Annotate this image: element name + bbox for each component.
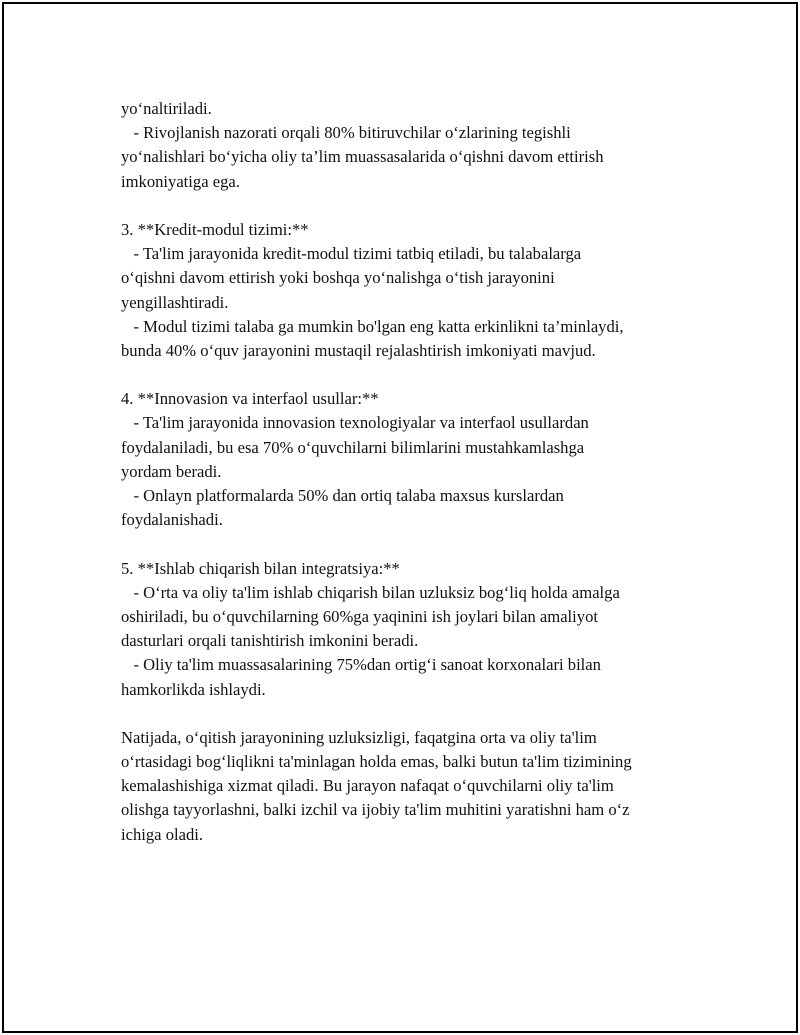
text-line: imkoniyatiga ega. bbox=[121, 171, 240, 191]
text-line: - Ta'lim jarayonida innovasion texnologiyalar va interfaol usullardan bbox=[121, 413, 589, 433]
blank-line bbox=[121, 532, 721, 556]
text-line: foydalaniladi, bu esa 70% o‘quvchilarni bilimlarini mustahkamlashga bbox=[121, 437, 585, 457]
blank-line bbox=[121, 702, 721, 726]
blank-line bbox=[121, 363, 721, 387]
text-line: oshiriladi, bu o‘quvchilarning 60%ga yaqinini ish joylari bilan amaliyot bbox=[121, 606, 598, 626]
text-line: o‘qishni davom ettirish yoki boshqa yo‘nalishga o‘tish jarayonini bbox=[121, 268, 555, 288]
text-line: - Rivojlanish nazorati orqali 80% bitiruvchilar o‘zlarining tegishli bbox=[121, 123, 571, 143]
text-line: kemalashishiga xizmat qiladi. Bu jarayon nafaqat o‘quvchilarni oliy ta'lim bbox=[121, 776, 614, 796]
blank-line bbox=[121, 194, 721, 218]
text-line: - Modul tizimi talaba ga mumkin bo'lgan eng katta erkinlikni ta’minlaydi, bbox=[121, 316, 624, 336]
text-line: Natijada, o‘qitish jarayonining uzluksizligi, faqatgina orta va oliy ta'lim bbox=[121, 727, 597, 747]
text-line: 5. **Ishlab chiqarish bilan integratsiya:** bbox=[121, 558, 400, 578]
text-line: - Ta'lim jarayonida kredit-modul tizimi tatbiq etiladi, bu talabalarga bbox=[121, 244, 582, 264]
text-line: ichiga oladi. bbox=[121, 824, 204, 844]
document-text bbox=[121, 97, 721, 847]
text-line: o‘rtasidagi bog‘liqlikni ta'minlagan holda emas, balki butun ta'lim tizimining bbox=[121, 752, 632, 772]
text-line: - Oliy ta'lim muassasalarining 75%dan ortig‘i sanoat korxonalari bilan bbox=[121, 655, 601, 675]
text-line: hamkorlikda ishlaydi. bbox=[121, 679, 266, 699]
text-line: olishga tayyorlashni, balki izchil va ijobiy ta'lim muhitini yaratishni ham o‘z bbox=[121, 800, 630, 820]
text-line: yo‘naltiriladi. bbox=[121, 99, 212, 118]
page-frame bbox=[2, 2, 798, 1033]
text-line: yo‘nalishlari bo‘yicha oliy ta’lim muassasalarida o‘qishni davom ettirish bbox=[121, 147, 604, 167]
text-line: 4. **Innovasion va interfaol usullar:** bbox=[121, 389, 379, 409]
text-line: bunda 40% o‘quv jarayonini mustaqil rejalashtirish imkoniyati mavjud. bbox=[121, 340, 596, 360]
text-line: foydalanishadi. bbox=[121, 510, 223, 530]
text-line: 3. **Kredit-modul tizimi:** bbox=[121, 219, 309, 239]
text-line: - Onlayn platformalarda 50% dan ortiq talaba maxsus kurslardan bbox=[121, 486, 564, 505]
text-line: - O‘rta va oliy ta'lim ishlab chiqarish bilan uzluksiz bog‘liq holda amalga bbox=[121, 582, 620, 602]
text-line: yengillashtiradi. bbox=[121, 292, 229, 312]
text-line: yordam beradi. bbox=[121, 461, 222, 481]
text-line: dasturlari orqali tanishtirish imkonini beradi. bbox=[121, 631, 419, 651]
